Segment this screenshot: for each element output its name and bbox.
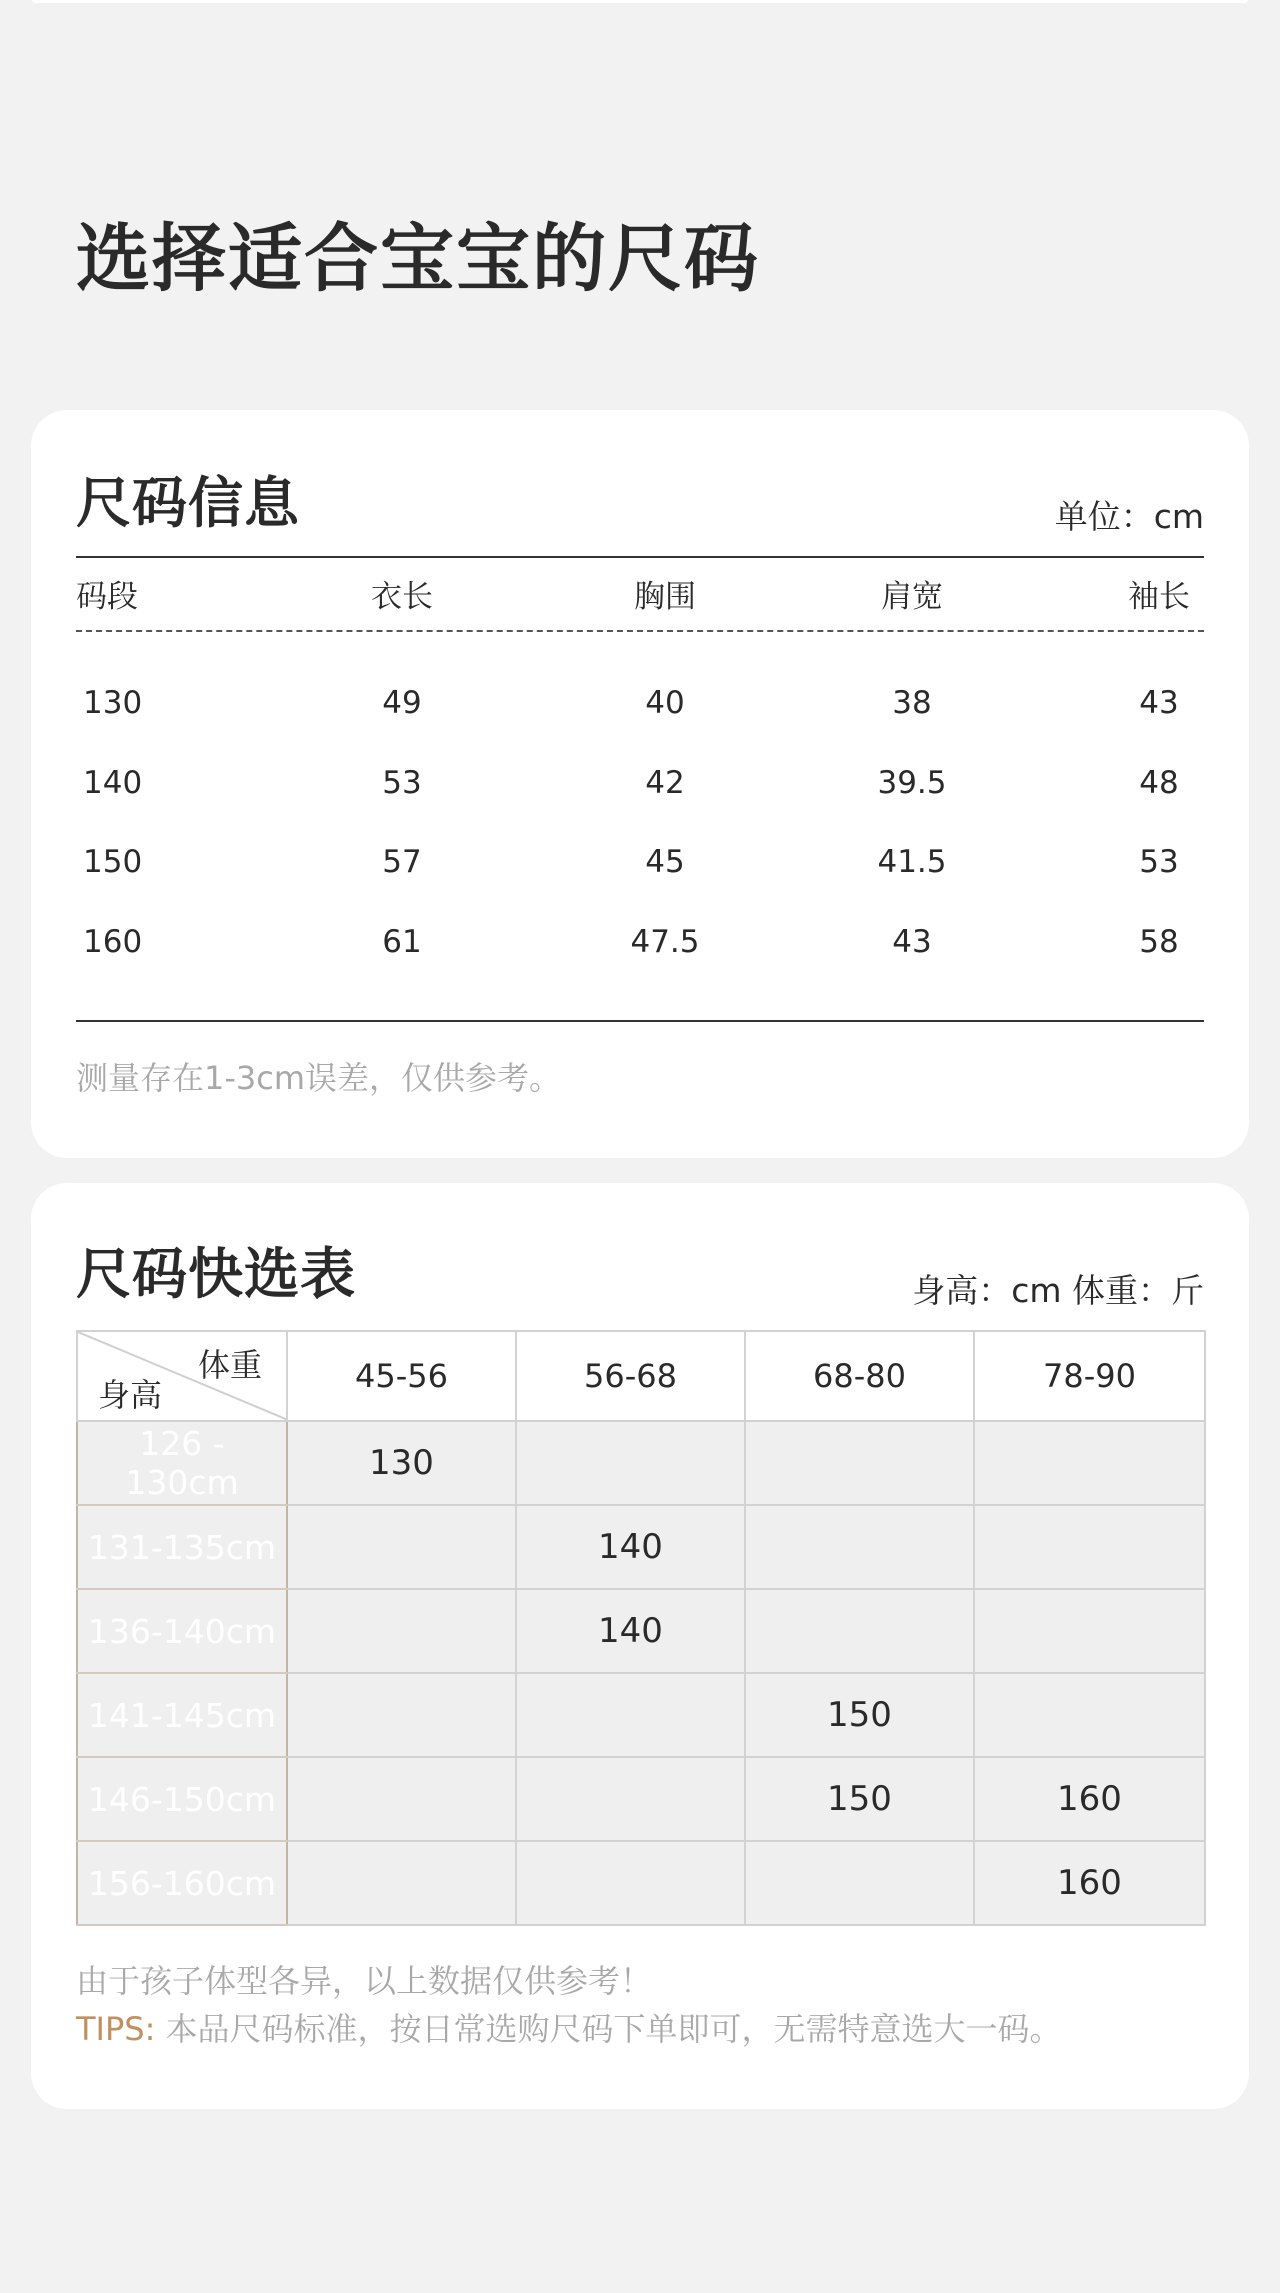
page-title: 选择适合宝宝的尺码 <box>76 216 760 302</box>
cell: 43 <box>1139 685 1179 721</box>
size-cell: 140 <box>516 1589 745 1673</box>
col-header-chest: 胸围 <box>634 579 696 615</box>
weight-column-header: 78-90 <box>974 1331 1205 1421</box>
cell: 40 <box>645 685 685 721</box>
corner-weight-label: 体重 <box>197 1346 262 1384</box>
size-cell <box>287 1841 516 1925</box>
quick-select-card <box>31 1183 1249 2109</box>
table-row <box>77 1673 1205 1757</box>
height-range-label: 126 - 130cm <box>77 1421 287 1505</box>
size-cell <box>287 1673 516 1757</box>
size-cell <box>745 1505 974 1589</box>
cell: 150 <box>83 844 143 880</box>
size-cell: 150 <box>745 1673 974 1757</box>
cell: 45 <box>645 844 685 880</box>
size-cell <box>287 1505 516 1589</box>
size-cell <box>516 1757 745 1841</box>
reference-note: 由于孩子体型各异，以上数据仅供参考！ <box>76 1962 653 2000</box>
size-cell <box>516 1673 745 1757</box>
cell: 140 <box>83 765 143 801</box>
size-cell: 140 <box>516 1505 745 1589</box>
quick-select-unit: 身高：cm 体重：斤 <box>912 1271 1204 1310</box>
table-row <box>77 1505 1205 1589</box>
cell: 53 <box>382 765 422 801</box>
cell: 47.5 <box>630 924 700 960</box>
cell: 160 <box>83 924 143 960</box>
cell: 48 <box>1139 765 1179 801</box>
header-dashed-rule <box>76 630 1204 632</box>
tips-text: 本品尺码标准，按日常选购尺码下单即可，无需特意选大一码。 <box>155 2010 1062 2048</box>
col-header-size: 码段 <box>76 579 138 615</box>
top-divider <box>32 0 1248 3</box>
size-cell: 150 <box>745 1757 974 1841</box>
cell: 39.5 <box>877 765 947 801</box>
cell: 61 <box>382 924 422 960</box>
size-cell: 160 <box>974 1841 1205 1925</box>
col-header-sleeve: 袖长 <box>1128 579 1190 615</box>
size-cell <box>745 1589 974 1673</box>
height-range-label: 131-135cm <box>77 1505 287 1589</box>
size-cell <box>516 1421 745 1505</box>
table-bottom-rule <box>76 1020 1204 1022</box>
size-cell: 130 <box>287 1421 516 1505</box>
size-cell <box>974 1589 1205 1673</box>
cell: 49 <box>382 685 422 721</box>
cell: 53 <box>1139 844 1179 880</box>
cell: 42 <box>645 765 685 801</box>
cell: 43 <box>892 924 932 960</box>
size-cell <box>287 1757 516 1841</box>
table-row <box>77 1589 1205 1673</box>
cell: 58 <box>1139 924 1179 960</box>
cell: 38 <box>892 685 932 721</box>
quick-select-table <box>76 1330 1206 1926</box>
weight-column-header: 56-68 <box>516 1331 745 1421</box>
size-cell <box>745 1421 974 1505</box>
size-cell: 160 <box>974 1757 1205 1841</box>
table-top-rule <box>76 556 1204 558</box>
size-cell <box>745 1841 974 1925</box>
height-range-label: 141-145cm <box>77 1673 287 1757</box>
height-range-label: 136-140cm <box>77 1589 287 1673</box>
size-info-unit: 单位：cm <box>1054 497 1204 536</box>
tips-line <box>76 2010 1062 2048</box>
measurement-note: 测量存在1-3cm误差，仅供参考。 <box>76 1059 562 1097</box>
corner-height-label: 身高 <box>98 1376 163 1414</box>
cell: 57 <box>382 844 422 880</box>
corner-cell <box>77 1331 287 1421</box>
col-header-shoulder: 肩宽 <box>881 579 943 615</box>
col-header-length: 衣长 <box>371 579 433 615</box>
height-range-label: 156-160cm <box>77 1841 287 1925</box>
size-cell <box>974 1505 1205 1589</box>
size-info-card <box>31 410 1249 1158</box>
table-row <box>77 1421 1205 1505</box>
size-cell <box>516 1841 745 1925</box>
size-info-title: 尺码信息 <box>76 471 301 535</box>
size-cell <box>974 1421 1205 1505</box>
height-range-label: 146-150cm <box>77 1757 287 1841</box>
table-header-row <box>77 1331 1205 1421</box>
tips-label: TIPS: <box>76 2010 156 2048</box>
quick-select-title: 尺码快选表 <box>76 1242 357 1306</box>
table-row <box>77 1841 1205 1925</box>
table-row <box>77 1757 1205 1841</box>
size-cell <box>974 1673 1205 1757</box>
cell: 41.5 <box>877 844 947 880</box>
cell: 130 <box>83 685 143 721</box>
size-cell <box>287 1589 516 1673</box>
weight-column-header: 68-80 <box>745 1331 974 1421</box>
weight-column-header: 45-56 <box>287 1331 516 1421</box>
